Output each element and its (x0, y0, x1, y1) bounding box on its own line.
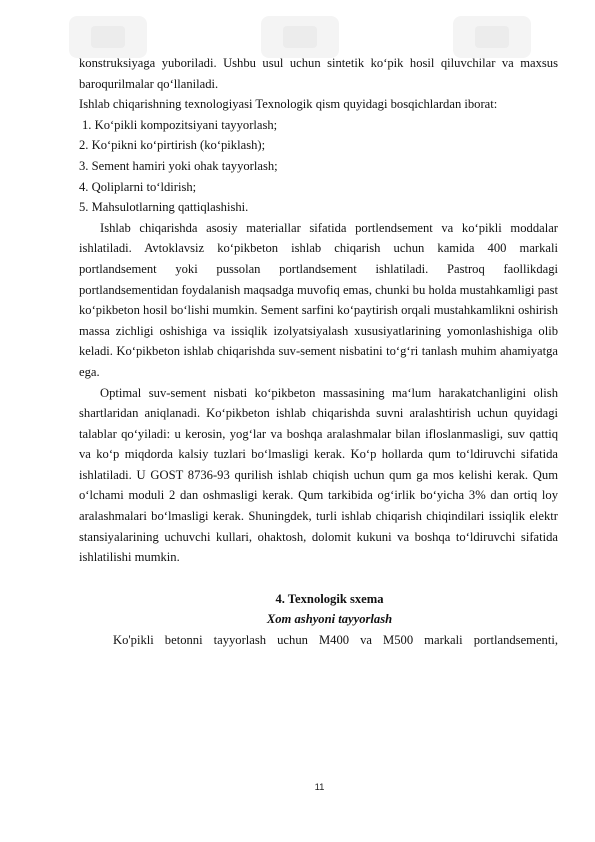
watermark-logo (69, 16, 147, 58)
list-item-3: 3. Sement hamiri yoki ohak tayyorlash; (79, 158, 278, 173)
paragraph-water-ratio: Optimal suv-sement nisbati ko‘pikbeton massasining ma‘lum harakatchanligini olish shartlaridan aniqlanadi. Ko‘pikbeton ishlab chiqarishda suvni aralashtirish uchun quyidagi talablar qo‘yiladi: u kerosin, yog‘lar va boshqa aralashmalar bilan ifloslanmasligi, suv qattiq va ko‘p miqdorda kalsiy tuzlari bo‘lmasligi kerak. Ko‘p hollarda qum to‘ldiruvchi sifatida ishlatiladi. U GOST 8736-93 qurilish ishlab chiqish uchun qum ga mos kelishi kerak. Qum o‘lchami moduli 2 dan oshmasligi kerak. Qum tarkibida og‘irlik bo‘yicha 3% dan ortiq loy aralashmalari bo‘lmasligi kerak. Shuningdek, turli ishlab chiqarish chiqindilari issiqlik elektr stansiyalarining uchuvchi kullari, ohaktosh, dolomit kukuni va boshqa to‘ldiruvchi sifatida ishlatilishi mumkin. (79, 385, 558, 565)
page-number: 11 (314, 782, 325, 793)
list-item-5: 5. Mahsulotlarning qattiqlashishi. (79, 200, 249, 215)
spacer (79, 568, 558, 589)
list-item-1: 1. Ko‘pikli kompozitsiyani tayyorlash; (82, 117, 278, 132)
process-intro: Ishlab chiqarishning texnologiyasi Texnologik qism quyidagi bosqichlardan iborat: (79, 97, 498, 112)
document-body (79, 53, 558, 651)
paragraph-materials: Ishlab chiqarishda asosiy materiallar sifatida portlendsement va ko‘pikli moddalar ishlatiladi. Avtoklavsiz ko‘pikbeton ishlab chiqarish uchun kamida 400 markali portlandsement yoki pussolan portlandsement ishlatiladi. Pastroq faollikdagi portlandsementidan foydalanish maqsadga muvofiq emas, chunki bu holda mustahkamligi past ko‘pikbeton hosil bo‘lishi mumkin. Sement sarfini ko‘paytirish orqali mustahkamlikni oshirish massa zichligi oshishiga va issiqlik izolyatsiyalash xususiyatlarining yomonlashishiga olib keladi. Ko‘pikbeton ishlab chiqarishda suv-sement nisbatini to‘g‘ri tanlash muhim ahamiyatga ega. (79, 220, 558, 379)
subsection-heading: Xom ashyoni tayyorlash (266, 612, 393, 627)
watermark-logo (261, 16, 339, 58)
section-heading: 4. Texnologik sxema (275, 591, 384, 606)
list-item-4: 4. Qoliplarni to‘ldirish; (79, 179, 197, 194)
paragraph-continuation: konstruksiyaga yuboriladi. Ushbu usul uchun sintetik ko‘pik hosil qiluvchilar va maxsus baroqurilmalar qo‘llaniladi. (79, 56, 558, 91)
watermark-logo (453, 16, 531, 58)
paragraph-raw-materials: Ko'pikli betonni tayyorlash uchun M400 va M500 markali portlandsementi, (113, 633, 558, 648)
list-item-2: 2. Ko‘pikni ko‘pirtirish (ko‘piklash); (79, 138, 266, 153)
